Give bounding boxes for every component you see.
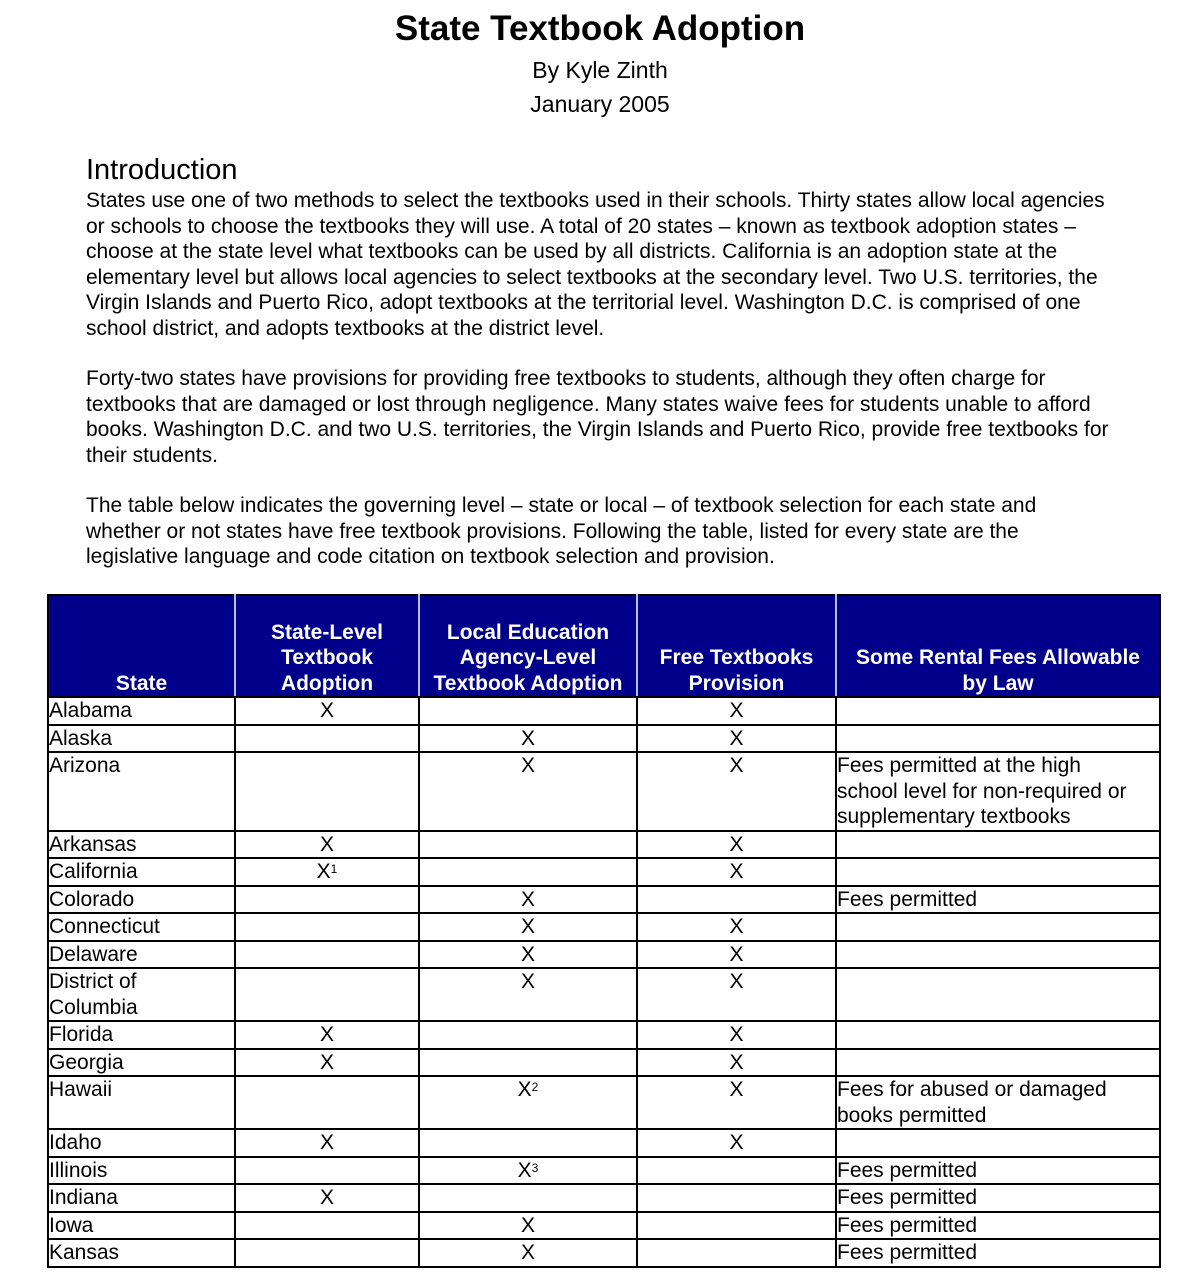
state-level-cell-text: X (319, 1186, 334, 1209)
state-level-cell (235, 1184, 419, 1212)
state-cell-text: Kansas (49, 1241, 120, 1264)
state-cell-text: Iowa (49, 1213, 94, 1237)
local-level-cell-text: X (520, 754, 535, 777)
free-textbooks-cell (637, 913, 836, 941)
free-textbooks-cell (637, 697, 836, 725)
state-level-cell (235, 752, 419, 831)
document-title: State Textbook Adoption (394, 9, 806, 48)
free-textbooks-cell (637, 968, 836, 1021)
table-row (48, 1239, 1160, 1267)
free-textbooks-cell-text: X (729, 1023, 744, 1046)
rental-fees-cell (836, 1157, 1160, 1185)
local-level-cell-text: X (517, 1078, 532, 1101)
local-level-cell (419, 1049, 637, 1077)
state-cell-text: Arizona (49, 754, 121, 777)
footnote-marker: 2 (531, 1080, 539, 1094)
state-level-cell-text: X (319, 832, 334, 856)
state-level-cell (235, 1049, 419, 1077)
local-level-cell (419, 886, 637, 914)
state-level-cell (235, 968, 419, 1021)
table-row (48, 831, 1160, 859)
state-cell-text: Idaho (49, 1131, 102, 1154)
rental-fees-cell (836, 858, 1160, 886)
rental-fees-cell-text: Fees permitted (837, 1241, 978, 1264)
rental-fees-cell (836, 1129, 1160, 1157)
local-level-cell (419, 1184, 637, 1212)
table-row (48, 941, 1160, 969)
rental-fees-cell (836, 1021, 1160, 1049)
table-row (48, 858, 1160, 886)
state-level-cell-text: X (319, 1131, 334, 1154)
free-textbooks-cell (637, 831, 836, 859)
table-row (48, 1076, 1160, 1129)
state-level-cell (235, 941, 419, 969)
free-textbooks-cell (637, 1021, 836, 1049)
state-cell-text: Illinois (49, 1158, 108, 1182)
state-cell (48, 1239, 235, 1267)
state-cell-text: Delaware (49, 942, 138, 966)
intro-heading: Introduction (86, 154, 238, 186)
state-cell (48, 1049, 235, 1077)
rental-fees-cell (836, 1049, 1160, 1077)
intro-paragraph-1: States use one of two methods to select the textbooks used in their schools. Thirty states allow local agencies or schools to choose the textbooks they will use. A total of 20 states – known as textbook adoption states – choose at the state level what textbooks can be used by all districts. California is an adoption state at the elementary level but allows local agencies to select textbooks at the secondary level. Two U.S. territories, the Virgin Islands and Puerto Rico, adopt textbooks at the territorial level. Washington D.C. is comprised of one school district, and adopts textbooks at the district level. (86, 189, 1105, 340)
free-textbooks-cell-text: X (729, 699, 744, 722)
state-level-cell (235, 886, 419, 914)
local-level-cell-text: X (517, 1158, 532, 1182)
state-level-cell (235, 1157, 419, 1185)
state-cell (48, 725, 235, 753)
state-cell (48, 697, 235, 725)
state-level-cell (235, 1239, 419, 1267)
table-row (48, 1212, 1160, 1240)
table-row (48, 886, 1160, 914)
state-cell (48, 1021, 235, 1049)
local-level-cell-text: X (520, 1213, 535, 1237)
free-textbooks-cell (637, 1212, 836, 1240)
state-level-cell (235, 1076, 419, 1129)
state-level-cell (235, 913, 419, 941)
state-level-cell (235, 1129, 419, 1157)
author-byline: By Kyle Zinth (532, 57, 668, 83)
state-cell (48, 1129, 235, 1157)
state-cell-text: Hawaii (49, 1078, 113, 1101)
local-level-cell (419, 1021, 637, 1049)
rental-fees-cell-text: Fees permitted (837, 887, 978, 911)
free-textbooks-cell-text: X (729, 832, 744, 856)
state-level-cell (235, 1212, 419, 1240)
state-cell-text: Indiana (49, 1186, 118, 1209)
table-row (48, 1021, 1160, 1049)
header-free-textbooks: Free Textbooks Provision (637, 595, 836, 697)
state-cell (48, 941, 235, 969)
state-cell (48, 831, 235, 859)
state-cell-text: Arkansas (49, 832, 137, 856)
free-textbooks-cell (637, 1239, 836, 1267)
local-level-cell-text: X (520, 970, 535, 993)
rental-fees-cell (836, 697, 1160, 725)
state-cell-text: Alabama (49, 699, 132, 722)
publication-date: January 2005 (530, 91, 670, 117)
free-textbooks-cell (637, 886, 836, 914)
free-textbooks-cell-text: X (729, 942, 744, 966)
rental-fees-cell-text: Fees permitted (837, 1158, 978, 1182)
free-textbooks-cell (637, 1076, 836, 1129)
state-cell (48, 752, 235, 831)
state-cell (48, 1212, 235, 1240)
free-textbooks-cell-text: X (729, 970, 744, 993)
state-cell-text: District of Columbia (49, 970, 138, 1019)
state-level-cell (235, 725, 419, 753)
free-textbooks-cell-text: X (729, 1131, 744, 1154)
footnote-marker: 3 (531, 1160, 539, 1175)
rental-fees-cell (836, 831, 1160, 859)
table-row (48, 725, 1160, 753)
state-level-cell-text: X (319, 1023, 334, 1046)
state-level-cell (235, 831, 419, 859)
free-textbooks-cell-text: X (729, 726, 744, 750)
table-header-row (48, 595, 1160, 697)
rental-fees-cell (836, 725, 1160, 753)
local-level-cell (419, 725, 637, 753)
header-state-level: State-Level Textbook Adoption (235, 595, 419, 697)
local-level-cell (419, 1239, 637, 1267)
intro-paragraph-2: Forty-two states have provisions for providing free textbooks to students, although they often charge for textbooks that are damaged or lost through negligence. Many states waive fees for students unable to afford books. Washington D.C. and two U.S. territories, the Virgin Islands and Puerto Rico, provide free textbooks for their students. (86, 367, 1109, 467)
local-level-cell-text: X (520, 1241, 535, 1264)
state-cell (48, 913, 235, 941)
free-textbooks-cell (637, 1049, 836, 1077)
state-level-cell (235, 858, 419, 886)
state-cell (48, 858, 235, 886)
footnote-marker: 1 (330, 862, 338, 876)
state-cell (48, 1184, 235, 1212)
local-level-cell (419, 941, 637, 969)
local-level-cell (419, 1076, 637, 1129)
table-row (48, 697, 1160, 725)
local-level-cell (419, 913, 637, 941)
state-cell-text: Florida (49, 1023, 114, 1046)
table-row (48, 1157, 1160, 1185)
state-cell (48, 1076, 235, 1129)
table-row (48, 968, 1160, 1021)
state-level-cell-text: X (319, 699, 334, 722)
rental-fees-cell-text: Fees permitted (837, 1213, 978, 1237)
free-textbooks-cell (637, 941, 836, 969)
free-textbooks-cell (637, 1129, 836, 1157)
rental-fees-cell (836, 752, 1160, 831)
table-row (48, 913, 1160, 941)
free-textbooks-cell (637, 752, 836, 831)
state-cell (48, 886, 235, 914)
table-row (48, 1184, 1160, 1212)
rental-fees-cell-text: Fees permitted at the high school level for non-required or supplementary textbooks (837, 754, 1127, 828)
adoption-table (47, 594, 1161, 1268)
local-level-cell-text: X (520, 915, 535, 938)
table-row (48, 1049, 1160, 1077)
local-level-cell (419, 858, 637, 886)
rental-fees-cell (836, 1184, 1160, 1212)
state-level-cell-text: X (316, 860, 331, 883)
free-textbooks-cell-text: X (729, 915, 744, 938)
state-cell-text: Alaska (49, 726, 113, 750)
state-level-cell (235, 697, 419, 725)
rental-fees-cell (836, 968, 1160, 1021)
local-level-cell (419, 1157, 637, 1185)
rental-fees-cell-text: Fees for abused or damaged books permitted (837, 1078, 1107, 1127)
rental-fees-cell (836, 1239, 1160, 1267)
state-cell-text: Georgia (49, 1050, 124, 1074)
table-row (48, 1129, 1160, 1157)
rental-fees-cell (836, 1076, 1160, 1129)
state-cell-text: Connecticut (49, 915, 160, 938)
state-level-cell (235, 1021, 419, 1049)
local-level-cell (419, 1129, 637, 1157)
free-textbooks-cell-text: X (729, 860, 744, 883)
state-level-cell-text: X (319, 1050, 334, 1074)
free-textbooks-cell (637, 1157, 836, 1185)
local-level-cell-text: X (520, 942, 535, 966)
local-level-cell-text: X (520, 887, 535, 911)
state-cell-text: California (49, 860, 138, 883)
free-textbooks-cell (637, 858, 836, 886)
free-textbooks-cell-text: X (729, 754, 744, 777)
rental-fees-cell-text: Fees permitted (837, 1186, 978, 1209)
header-state: State (48, 595, 235, 697)
free-textbooks-cell (637, 725, 836, 753)
table-row (48, 752, 1160, 831)
free-textbooks-cell-text: X (729, 1050, 744, 1074)
rental-fees-cell (836, 1212, 1160, 1240)
intro-paragraph-3: The table below indicates the governing level – state or local – of textbook selection for each state and whether or not states have free textbook provisions. Following the table, listed for every state are the legislative language and code citation on textbook selection and provision. (86, 494, 1037, 568)
local-level-cell-text: X (520, 726, 535, 750)
rental-fees-cell (836, 941, 1160, 969)
header-local-level: Local Education Agency-Level Textbook Adoption (419, 595, 637, 697)
local-level-cell (419, 968, 637, 1021)
rental-fees-cell (836, 886, 1160, 914)
state-cell-text: Colorado (49, 887, 135, 911)
free-textbooks-cell (637, 1184, 836, 1212)
local-level-cell (419, 697, 637, 725)
free-textbooks-cell-text: X (729, 1078, 744, 1101)
rental-fees-cell (836, 913, 1160, 941)
local-level-cell (419, 831, 637, 859)
state-cell (48, 968, 235, 1021)
header-rental-fees: Some Rental Fees Allowable by Law (836, 595, 1160, 697)
local-level-cell (419, 1212, 637, 1240)
local-level-cell (419, 752, 637, 831)
state-cell (48, 1157, 235, 1185)
